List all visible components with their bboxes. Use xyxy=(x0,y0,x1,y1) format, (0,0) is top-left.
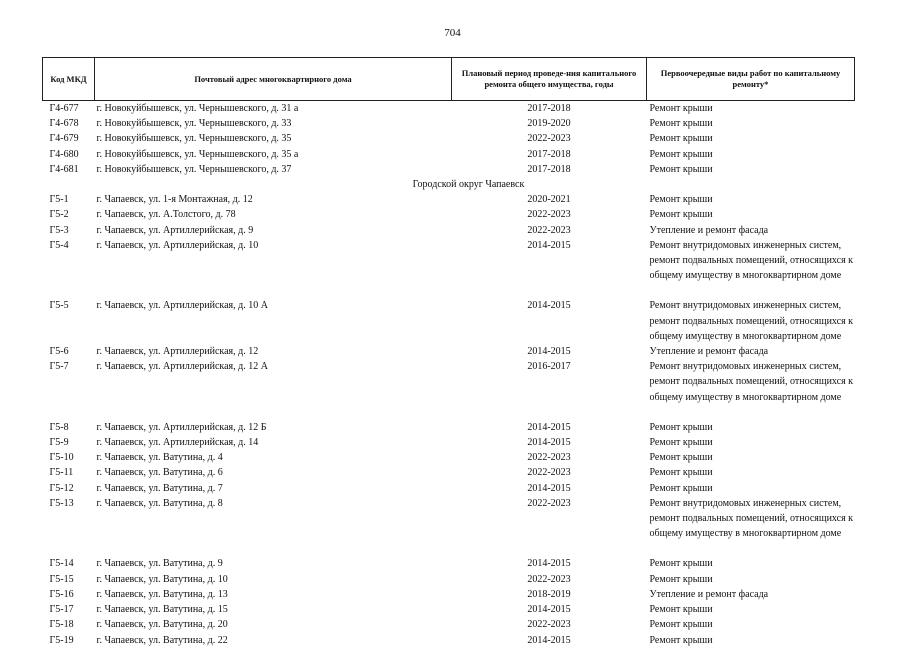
table-row xyxy=(43,617,855,632)
table-row xyxy=(43,131,855,146)
repair-works xyxy=(647,435,855,450)
table-row xyxy=(43,496,855,542)
repair-work-line: Ремонт крыши xyxy=(649,634,713,646)
postal-address: г. Новокуйбышевск, ул. Чернышевского, д. 31 а xyxy=(96,103,299,114)
repair-period: 2014-2015 xyxy=(527,604,571,616)
repair-works xyxy=(647,602,855,617)
repair-period: 2014-2015 xyxy=(527,482,571,494)
table-row xyxy=(43,223,855,238)
mkd-code: Г5-10 xyxy=(49,452,74,464)
mkd-code: Г4-680 xyxy=(49,148,79,160)
repair-period: 2020-2021 xyxy=(527,194,571,206)
mkd-code: Г4-678 xyxy=(49,118,79,130)
repair-work-line: Ремонт внутридомовых инженерных систем, xyxy=(649,361,842,373)
repair-period: 2022-2023 xyxy=(527,619,571,631)
postal-address: г. Чапаевск, ул. Ватутина, д. 10 xyxy=(96,573,228,585)
mkd-code: Г5-13 xyxy=(49,497,74,509)
table-row xyxy=(43,572,855,587)
postal-address: г. Чапаевск, ул. Ватутина, д. 7 xyxy=(96,482,223,494)
repair-period: 2022-2023 xyxy=(527,467,571,479)
repair-work-line: Ремонт внутридомовых инженерных систем, xyxy=(649,497,842,509)
repair-work-line: общему имуществу в многоквартирном доме xyxy=(649,391,842,403)
repair-work-line: Ремонт крыши xyxy=(649,421,713,433)
section-row xyxy=(43,177,855,192)
mkd-code: Г5-8 xyxy=(49,421,69,433)
mkd-code: Г5-18 xyxy=(49,619,74,631)
repair-work-line: ремонт подвальных помещений, относящихся к xyxy=(649,255,854,267)
postal-address: г. Чапаевск, ул. Артиллерийская, д. 12 Б xyxy=(96,421,267,433)
row-spacer-cell xyxy=(43,283,855,298)
repair-period: 2022-2023 xyxy=(527,497,571,509)
repair-period: 2019-2020 xyxy=(527,118,571,130)
repair-work-line: Ремонт крыши xyxy=(649,148,713,160)
postal-address: г. Новокуйбышевск, ул. Чернышевского, д. 37 xyxy=(96,163,292,175)
repair-works xyxy=(647,298,855,344)
table-row xyxy=(43,450,855,465)
table-row xyxy=(43,556,855,571)
repair-works xyxy=(647,572,855,587)
postal-address: г. Чапаевск, ул. Артиллерийская, д. 10 А xyxy=(96,300,268,312)
row-spacer-cell xyxy=(43,541,855,556)
repair-period: 2014-2015 xyxy=(527,437,571,449)
repair-period: 2014-2015 xyxy=(527,346,571,358)
repair-works xyxy=(647,101,855,117)
repair-work-line: ремонт подвальных помещений, относящихся к xyxy=(649,376,854,388)
postal-address: г. Чапаевск, ул. Ватутина, д. 4 xyxy=(96,452,223,464)
repair-works xyxy=(647,556,855,571)
table-row xyxy=(43,101,855,117)
repair-works xyxy=(647,420,855,435)
mkd-code: Г5-6 xyxy=(49,346,69,358)
mkd-code: Г5-19 xyxy=(49,634,74,646)
mkd-code: Г5-4 xyxy=(49,239,69,251)
repair-period: 2022-2023 xyxy=(527,573,571,585)
table-row xyxy=(43,147,855,162)
postal-address: г. Новокуйбышевск, ул. Чернышевского, д. 35 xyxy=(96,133,292,145)
repair-works xyxy=(647,481,855,496)
repair-work-line: общему имуществу в многоквартирном доме xyxy=(649,330,842,342)
table-row xyxy=(43,116,855,131)
mkd-code: Г5-15 xyxy=(49,573,74,585)
postal-address: г. Чапаевск, ул. А.Толстого, д. 78 xyxy=(96,209,236,221)
mkd-code: Г5-17 xyxy=(49,604,74,616)
repair-period: 2022-2023 xyxy=(527,224,571,236)
section-title: Городской округ Чапаевск xyxy=(412,179,525,191)
mkd-code: Г5-12 xyxy=(49,482,74,494)
repair-period: 2022-2023 xyxy=(527,452,571,464)
postal-address: г. Чапаевск, ул. Ватутина, д. 6 xyxy=(96,467,223,479)
repair-work-line: Ремонт крыши xyxy=(649,452,713,464)
mkd-code: Г4-677 xyxy=(49,103,79,114)
header-address: Почтовый адрес многоквартирного дома xyxy=(95,58,452,101)
header-code: Код МКД xyxy=(43,58,95,101)
table-row xyxy=(43,633,855,648)
repair-work-line: Утепление и ремонт фасада xyxy=(649,588,769,600)
mkd-code: Г5-16 xyxy=(49,588,74,600)
mkd-code: Г5-3 xyxy=(49,224,69,236)
repair-period: 2016-2017 xyxy=(527,361,571,373)
mkd-code: Г5-2 xyxy=(49,209,69,221)
capital-repair-table xyxy=(42,57,855,648)
table-row xyxy=(43,420,855,435)
repair-period: 2014-2015 xyxy=(527,558,571,570)
repair-works xyxy=(647,238,855,284)
table-row xyxy=(43,344,855,359)
table-row xyxy=(43,465,855,480)
mkd-code: Г4-681 xyxy=(49,163,79,175)
repair-work-line: общему имуществу в многоквартирном доме xyxy=(649,270,842,282)
postal-address: г. Чапаевск, ул. Артиллерийская, д. 12 xyxy=(96,346,259,358)
repair-period: 2017-2018 xyxy=(527,148,571,160)
mkd-code: Г5-11 xyxy=(49,467,74,479)
repair-works xyxy=(647,192,855,207)
mkd-code: Г5-1 xyxy=(49,194,69,206)
header-work: Первоочередные виды работ по капитальному ремонту* xyxy=(647,58,855,101)
table-body xyxy=(43,101,855,648)
repair-period: 2022-2023 xyxy=(527,209,571,221)
repair-work-line: Ремонт крыши xyxy=(649,194,713,206)
row-spacer xyxy=(43,405,855,420)
mkd-code: Г5-14 xyxy=(49,558,74,570)
table-row xyxy=(43,481,855,496)
repair-works xyxy=(647,633,855,648)
repair-period: 2022-2023 xyxy=(527,133,571,145)
repair-work-line: Ремонт крыши xyxy=(649,482,713,494)
mkd-code: Г4-679 xyxy=(49,133,79,145)
mkd-code: Г5-7 xyxy=(49,361,69,373)
repair-works xyxy=(647,147,855,162)
postal-address: г. Новокуйбышевск, ул. Чернышевского, д. 35 а xyxy=(96,148,299,160)
repair-works xyxy=(647,587,855,602)
postal-address: г. Чапаевск, ул. Артиллерийская, д. 12 А xyxy=(96,361,268,373)
repair-work-line: Ремонт крыши xyxy=(649,209,713,221)
postal-address: г. Чапаевск, ул. Артиллерийская, д. 10 xyxy=(96,239,259,251)
row-spacer xyxy=(43,283,855,298)
repair-work-line: Ремонт внутридомовых инженерных систем, xyxy=(649,239,842,251)
postal-address: г. Чапаевск, ул. Ватутина, д. 8 xyxy=(96,497,223,509)
repair-work-line: Утепление и ремонт фасада xyxy=(649,346,769,358)
table-row xyxy=(43,162,855,177)
table-row xyxy=(43,435,855,450)
repair-works xyxy=(647,207,855,222)
repair-work-line: Ремонт крыши xyxy=(649,437,713,449)
table-row xyxy=(43,298,855,344)
repair-work-line: Ремонт крыши xyxy=(649,133,713,145)
repair-work-line: Ремонт внутридомовых инженерных систем, xyxy=(649,300,842,312)
repair-works xyxy=(647,359,855,405)
table-row xyxy=(43,192,855,207)
postal-address: г. Чапаевск, ул. Артиллерийская, д. 9 xyxy=(96,224,254,236)
table-row xyxy=(43,587,855,602)
repair-work-line: Ремонт крыши xyxy=(649,619,713,631)
repair-work-line: Ремонт крыши xyxy=(649,103,713,114)
repair-work-line: Ремонт крыши xyxy=(649,163,713,175)
repair-works xyxy=(647,162,855,177)
repair-works xyxy=(647,344,855,359)
repair-period: 2018-2019 xyxy=(527,588,571,600)
postal-address: г. Чапаевск, ул. Ватутина, д. 20 xyxy=(96,619,228,631)
repair-period: 2014-2015 xyxy=(527,300,571,312)
mkd-code: Г5-9 xyxy=(49,437,69,449)
repair-period: 2017-2018 xyxy=(527,103,571,114)
mkd-code: Г5-5 xyxy=(49,300,69,312)
table-row xyxy=(43,359,855,405)
repair-work-line: ремонт подвальных помещений, относящихся к xyxy=(649,315,854,327)
repair-works xyxy=(647,496,855,542)
repair-work-line: Ремонт крыши xyxy=(649,467,713,479)
postal-address: г. Чапаевск, ул. Ватутина, д. 15 xyxy=(96,604,228,616)
header-period: Плановый период проведе-ния капитального ремонта общего имущества, годы xyxy=(452,58,647,101)
repair-work-line: Утепление и ремонт фасада xyxy=(649,224,769,236)
repair-period: 2014-2015 xyxy=(527,421,571,433)
repair-period: 2014-2015 xyxy=(527,239,571,251)
repair-work-line: Ремонт крыши xyxy=(649,573,713,585)
repair-works xyxy=(647,617,855,632)
table-row xyxy=(43,207,855,222)
repair-works xyxy=(647,465,855,480)
row-spacer xyxy=(43,541,855,556)
repair-work-line: Ремонт крыши xyxy=(649,558,713,570)
repair-works xyxy=(647,131,855,146)
repair-work-line: Ремонт крыши xyxy=(649,604,713,616)
postal-address: г. Чапаевск, ул. Артиллерийская, д. 14 xyxy=(96,437,259,449)
table-row xyxy=(43,238,855,284)
repair-work-line: ремонт подвальных помещений, относящихся к xyxy=(649,513,854,525)
repair-work-line: общему имуществу в многоквартирном доме xyxy=(649,528,842,540)
repair-period: 2014-2015 xyxy=(527,634,571,646)
repair-works xyxy=(647,223,855,238)
table-row xyxy=(43,602,855,617)
postal-address: г. Чапаевск, ул. 1-я Монтажная, д. 12 xyxy=(96,194,253,206)
table-header-row xyxy=(43,58,855,101)
postal-address: г. Новокуйбышевск, ул. Чернышевского, д. 33 xyxy=(96,118,292,130)
page-number: 704 xyxy=(444,27,461,39)
postal-address: г. Чапаевск, ул. Ватутина, д. 9 xyxy=(96,558,223,570)
postal-address: г. Чапаевск, ул. Ватутина, д. 13 xyxy=(96,588,228,600)
repair-period: 2017-2018 xyxy=(527,163,571,175)
postal-address: г. Чапаевск, ул. Ватутина, д. 22 xyxy=(96,634,228,646)
repair-work-line: Ремонт крыши xyxy=(649,118,713,130)
repair-works xyxy=(647,450,855,465)
row-spacer-cell xyxy=(43,405,855,420)
repair-works xyxy=(647,116,855,131)
